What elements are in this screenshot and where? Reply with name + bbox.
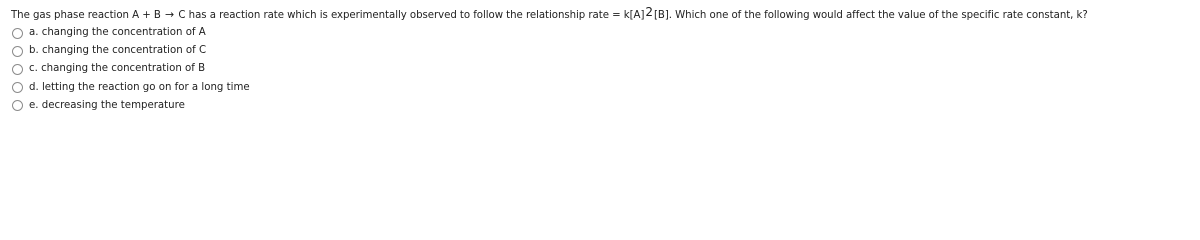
option-e[interactable] — [12, 97, 1200, 115]
reaction-arrow-icon: → — [165, 8, 175, 21]
question-text — [0, 0, 1200, 24]
question-part-2: C has a reaction rate which is experimentally observed to follow the relationship rate = k[A] — [178, 10, 645, 21]
radio-button-icon[interactable] — [12, 100, 23, 111]
option-a-label: a. changing the concentration of A — [29, 27, 206, 39]
option-d[interactable] — [12, 79, 1200, 97]
option-c[interactable] — [12, 60, 1200, 78]
option-b-label: b. changing the concentration of C — [29, 45, 207, 57]
radio-button-icon[interactable] — [12, 46, 23, 57]
option-b[interactable] — [12, 42, 1200, 60]
option-a[interactable] — [12, 24, 1200, 42]
answer-options — [0, 24, 1200, 115]
question-exponent: 2 — [645, 5, 653, 19]
option-c-label: c. changing the concentration of B — [29, 63, 206, 75]
radio-button-icon[interactable] — [12, 64, 23, 75]
option-d-label: d. letting the reaction go on for a long time — [29, 81, 250, 93]
question-part-1: The gas phase reaction A + B — [11, 10, 161, 21]
radio-button-icon[interactable] — [12, 28, 23, 39]
option-e-label: e. decreasing the temperature — [29, 99, 185, 111]
question-part-3: [B]. Which one of the following would affect the value of the specific rate constant, k? — [653, 10, 1088, 21]
radio-button-icon[interactable] — [12, 82, 23, 93]
